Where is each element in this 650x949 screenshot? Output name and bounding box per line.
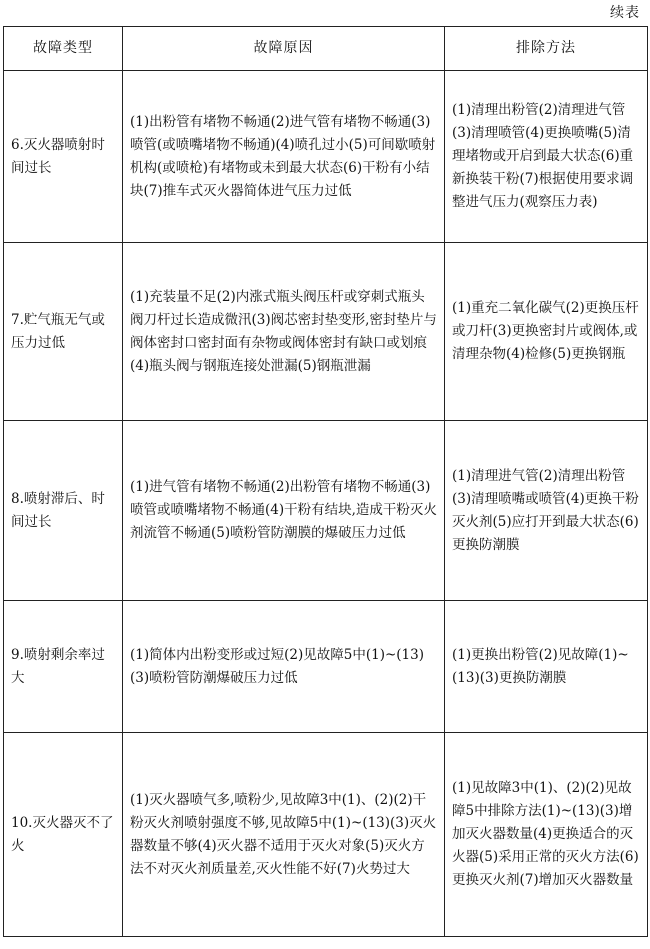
fault-type-cell: 10.灭火器灭不了火	[4, 733, 123, 937]
continuation-label: 续表	[610, 5, 640, 21]
fault-cause-cell: (1)进气管有堵物不畅通(2)出粉管有堵物不畅通(3)喷管或喷嘴堵物不畅通(4)干粉有结块,造成干粉灭火剂流管不畅通(5)喷粉管防潮膜的爆破压力过低	[123, 421, 445, 601]
fault-cause-cell: (1)灭火器喷气多,喷粉少,见故障3中(1)、(2)(2)干粉灭火剂喷射强度不够,见故障5中(1)~(13)(3)灭火器数量不够(4)灭火器不适用于灭火对象(5)灭火方法不对灭火剂质量差,灭火性能不好(7)火势过大	[123, 733, 445, 937]
table-row	[4, 243, 648, 421]
fault-cause-cell: (1)出粉管有堵物不畅通(2)进气管有堵物不畅通(3)喷管(或喷嘴堵物不畅通)(4)喷孔过小(5)可间歇喷射机构(或喷枪)有堵物或未到最大状态(6)干粉有小结块(7)推车式灭火器简体进气压力过低	[123, 71, 445, 243]
remedy-cell: (1)清理出粉管(2)清理进气管(3)清理喷管(4)更换喷嘴(5)清理堵物或开启到最大状态(6)重新换装干粉(7)根据使用要求调整进气压力(观察压力表)	[445, 71, 648, 243]
fault-table	[3, 26, 648, 937]
fault-type-cell: 9.喷射剩余率过大	[4, 601, 123, 733]
fault-type-cell: 6.灭火器喷射时间过长	[4, 71, 123, 243]
table-header-row	[4, 27, 648, 71]
table-row	[4, 733, 648, 937]
fault-cause-cell: (1)充装量不足(2)内涨式瓶头阀压杆或穿刺式瓶头阀刀杆过长造成微汛(3)阀芯密封垫变形,密封垫片与阀体密封口密封面有杂物或阀体密封有缺口或划痕(4)瓶头阀与钢瓶连接处泄漏(5)钢瓶泄漏	[123, 243, 445, 421]
remedy-cell: (1)更换出粉管(2)见故障(1)~(13)(3)更换防潮膜	[445, 601, 648, 733]
header-fault-cause: 故障原因	[123, 27, 445, 71]
header-remedy: 排除方法	[445, 27, 648, 71]
table-row	[4, 601, 648, 733]
remedy-cell: (1)重充二氧化碳气(2)更换压杆或刀杆(3)更换密封片或阀体,或清理杂物(4)检修(5)更换钢瓶	[445, 243, 648, 421]
fault-type-cell: 8.喷射滞后、时间过长	[4, 421, 123, 601]
remedy-cell: (1)见故障3中(1)、(2)(2)见故障5中排除方法(1)~(13)(3)增加灭火器数量(4)更换适合的灭火器(5)采用正常的灭火方法(6)更换灭火剂(7)增加灭火器数量	[445, 733, 648, 937]
fault-type-cell: 7.贮气瓶无气或压力过低	[4, 243, 123, 421]
remedy-cell: (1)清理进气管(2)清理出粉管(3)清理喷嘴或喷管(4)更换干粉灭火剂(5)应打开到最大状态(6)更换防潮膜	[445, 421, 648, 601]
header-fault-type: 故障类型	[4, 27, 123, 71]
fault-cause-cell: (1)简体内出粉变形或过短(2)见故障5中(1)~(13)(3)喷粉管防潮爆破压力过低	[123, 601, 445, 733]
table-row	[4, 421, 648, 601]
table-row	[4, 71, 648, 243]
